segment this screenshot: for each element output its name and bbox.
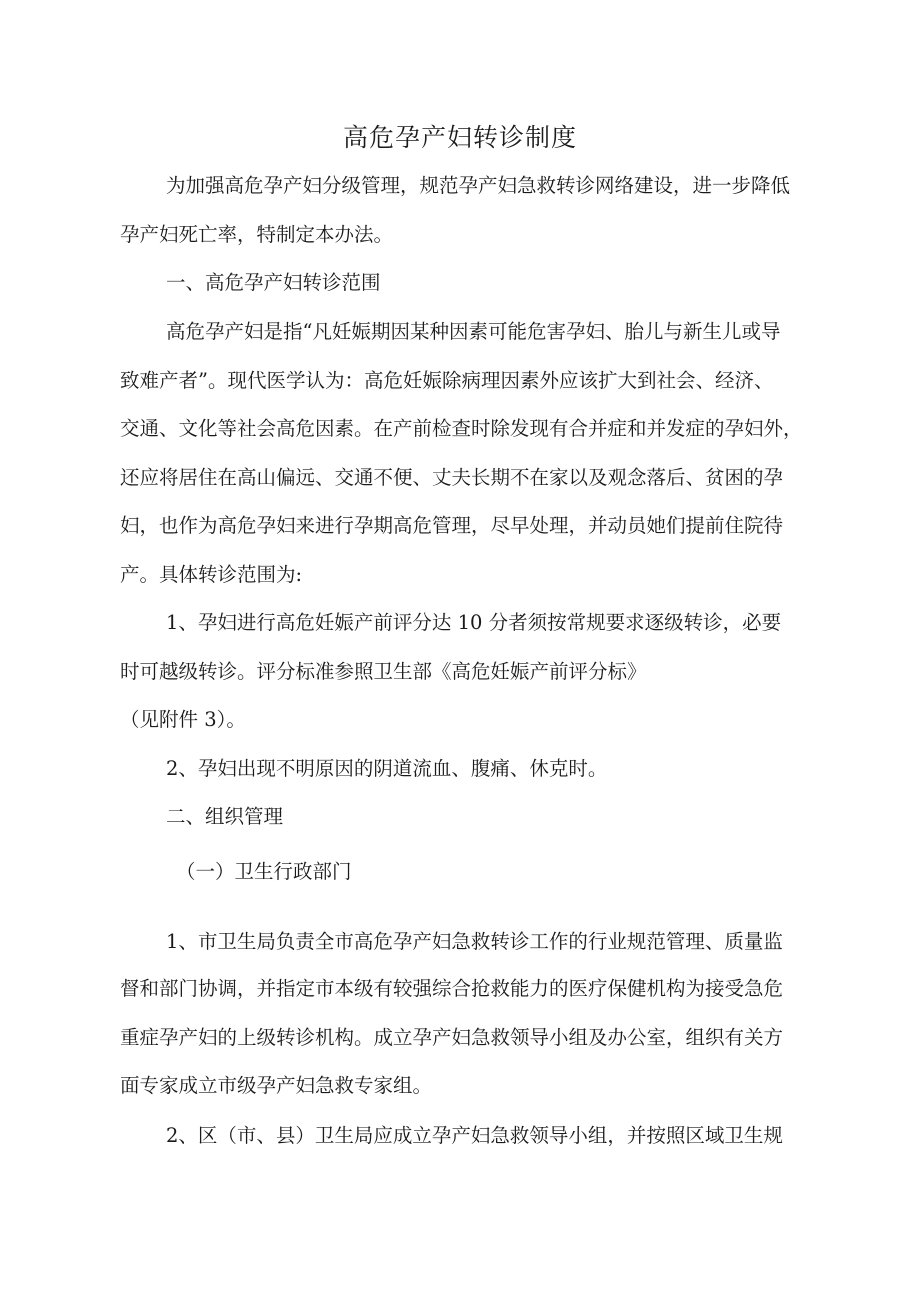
org-item-1-line-4: 面专家成立市级孕产妇急救专家组。 [120,1074,433,1097]
paragraph-definition-line-5: 妇，也作为高危孕妇来进行孕期高危管理，尽早处理，并动员她们提前住院待 [120,514,784,537]
list-item-2: 2、孕妇出现不明原因的阴道流血、腹痛、休克时。 [166,757,608,780]
paragraph-definition-line-6: 产。具体转诊范围为: [120,563,303,586]
org-item-1-line-1: 1、市卫生局负责全市高危孕产妇急救转诊工作的行业规范管理、质量监 [166,930,783,953]
list-item-1-line-3: （见附件 3）。 [120,708,246,731]
paragraph-definition-line-3: 交通、文化等社会高危因素。在产前检查时除发现有合并症和并发症的孕妇外， [120,417,803,440]
paragraph-intro-line-2: 孕产妇死亡率，特制定本办法。 [120,223,394,246]
org-item-1-line-3: 重症孕产妇的上级转诊机构。成立孕产妇急救领导小组及办公室，组织有关方 [120,1026,784,1049]
document-title: 高危孕产妇转诊制度 [342,123,577,152]
paragraph-definition-line-2: 致难产者”。现代医学认为：高危妊娠除病理因素外应该扩大到社会、经济、 [120,369,774,392]
list-item-1-line-2: 时可越级转诊。评分标准参照卫生部《高危妊娠产前评分标》 [120,660,647,683]
paragraph-definition-line-4: 还应将居住在高山偏远、交通不便、丈夫长期不在家以及观念落后、贫困的孕 [120,466,784,489]
org-item-1-line-2: 督和部门协调，并指定市本级有较强综合抢救能力的医疗保健机构为接受急危 [120,977,784,1000]
subsection-heading-health-admin: （一）卫生行政部门 [176,860,352,883]
paragraph-intro-line-1: 为加强高危孕产妇分级管理，规范孕产妇急救转诊网络建设，进一步降低 [166,174,791,197]
section-heading-referral-scope: 一、高危孕产妇转诊范围 [166,271,381,294]
list-item-1-line-1: 1、孕妇进行高危妊娠产前评分达 10 分者须按常规要求逐级转诊，必要 [166,611,782,634]
paragraph-definition-line-1: 高危孕产妇是指“凡妊娠期因某种因素可能危害孕妇、胎儿与新生儿或导 [166,320,781,343]
org-item-2-line-1: 2、区（市、县）卫生局应成立孕产妇急救领导小组，并按照区域卫生规 [166,1124,783,1147]
section-heading-organization: 二、组织管理 [166,805,284,828]
